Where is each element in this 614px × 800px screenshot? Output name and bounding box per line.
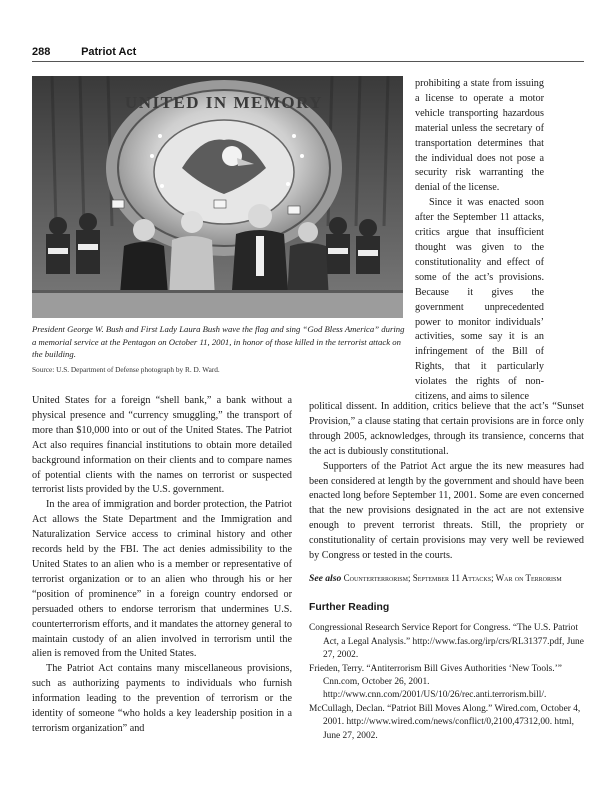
- running-title: Patriot Act: [81, 46, 137, 58]
- reference-item: Frieden, Terry. “Antiterrorism Bill Gives Authorities ‘New Tools.’” Cnn.com, October 26, 2001. http://www.cnn.com/2001/US/10/26/rec.anti.terrorism.bill/.: [309, 663, 562, 701]
- right-column: [309, 400, 584, 743]
- seal-text: UNITED IN MEMORY: [124, 93, 324, 112]
- reference-item: Congressional Research Service Report for Congress. “The U.S. Patriot Act, a Legal Analysis.” http://www.fas.org/irp/crs/RL31377.pdf, June 27, 2002.: [309, 623, 584, 661]
- left-paragraph-3: The Patriot Act contains many miscellaneous provisions, such as authorizing payments to individuals who furnish information leading to the prevention of terrorism or the identity of someone “who holds a key leadership position in a terrorism organization” and: [32, 663, 292, 734]
- side-column: [415, 77, 544, 405]
- memorial-photo: [32, 76, 403, 318]
- memorial-photo-illustration: [32, 76, 403, 318]
- left-paragraph-2: In the area of immigration and border protection, the Patriot Act allows the State Department and the Immigration and Naturalization Service access to criminal history and other records held by the FBI. The act denies admissibility to the United States to an alien who is a member or representative of terrorist organization or to an alien who through his or her “position of prominence” in a foreign country endorsed or persuaded others to endorse terrorism that undermines U.S. counterterrorism efforts, and it mandates the attorney general to maintain custody of an alien involved in terrorism until the alien is removed from the United States.: [32, 499, 292, 660]
- reference-item: McCullagh, Declan. “Patriot Bill Moves Along.” Wired.com, October 4, 2001. http://www.wired.com/news/conflict/0,2100,47312,00. html, June 27, 2002.: [309, 703, 581, 741]
- header-rule: [32, 61, 584, 62]
- photo-source: Source: U.S. Department of Defense photograph by R. D. Ward.: [32, 365, 220, 374]
- side-paragraph-1: prohibiting a state from issuing a license to operate a motor vehicle transporting hazardous material unless the secretary of transportation determines that the individual does not pose a security risk warranting the denial of the license.: [415, 78, 544, 194]
- left-paragraph-1: United States for a foreign “shell bank,” a bank without a physical presence and “currency smuggling,” the transport of more than $10,000 into or out of the United States. The Patriot Act also requires financial institutions to obtain more detailed background information on their clients and to compare names of potential clients with the names on terrorist or suspected terrorist lists provided by the U.S. government.: [32, 395, 292, 496]
- running-header: [32, 46, 582, 58]
- further-reading-heading: Further Reading: [309, 602, 390, 614]
- right-paragraph-1: political dissent. In addition, critics believe that the act’s “Sunset Provision,” a clause stating that certain provisions are in force only through 2005, acknowledges, through its transience, concerns that the act is dubiously constitutional.: [309, 401, 584, 457]
- right-paragraph-2: Supporters of the Patriot Act argue the its new measures had been considered at length by the government and should have been enacted long before September 11, 2001. Some are even concerned that the new provisions designated in the act are not extensive enough to prevent terrorist threats. Still, the propriety or constitutionality of certain provisions may very well be reviewed by Congress or tested in the courts.: [309, 460, 584, 562]
- photo-caption: President George W. Bush and First Lady Laura Bush wave the flag and sing “God Bless America” during a memorial service at the Pentagon on October 11, 2001, in honor of those killed in the terrorist attack on the building.: [32, 324, 405, 359]
- side-paragraph-2: Since it was enacted soon after the September 11 attacks, critics argue that insufficient thought was given to the constitutionality and effect of some of the act’s provisions. Because it gives the government unprecedented power to monitor individuals’ activities, some say it is an infringement of the Bill of Rights, that it particularly violates the rights of non-citizens, and aims to silence: [415, 197, 544, 403]
- see-also: [309, 572, 584, 586]
- see-also-label: See also: [309, 572, 342, 584]
- page-number: 288: [32, 46, 51, 58]
- left-column: [32, 394, 292, 737]
- see-also-links[interactable]: Counterterrorism; September 11 Attacks; War on Terrorism: [343, 572, 562, 583]
